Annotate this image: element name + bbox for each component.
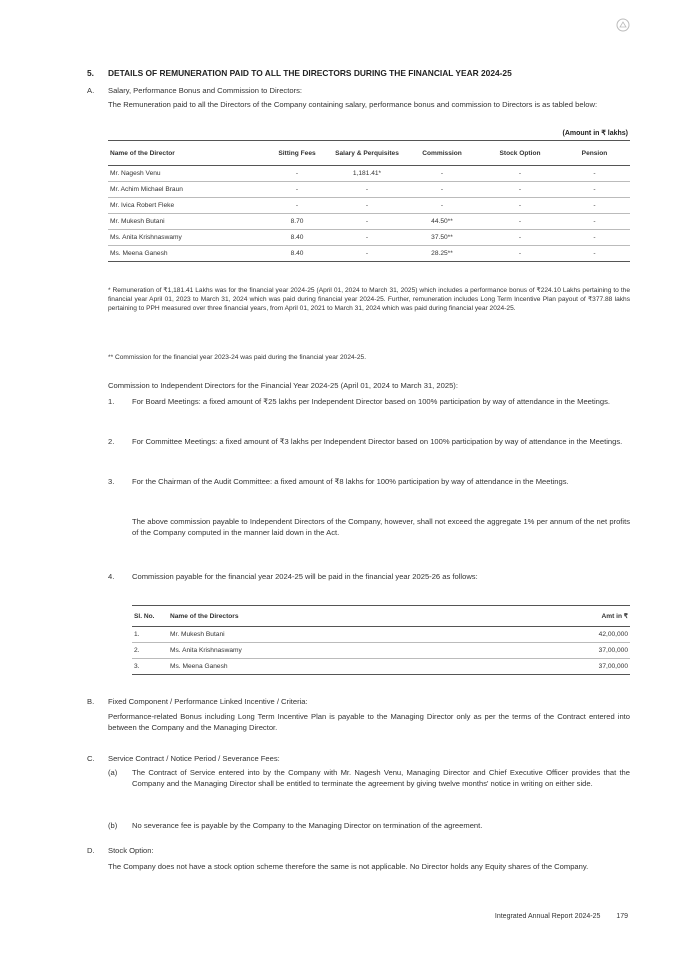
director-name-cell: Mr. Mukesh Butani: [168, 627, 488, 643]
value-cell: -: [263, 166, 331, 182]
list-item: 3. For the Chairman of the Audit Committee: a fixed amount of ₹8 lakhs for 100% participation by way of attendance in the Meetings.: [108, 477, 569, 486]
value-cell: -: [331, 246, 403, 262]
company-logo-icon: [616, 18, 630, 32]
part-a-intro: The Remuneration paid to all the Directors of the Company containing salary, performance bonus and commission to Directors is as tabled below:: [108, 100, 598, 109]
part-d-text: The Company does not have a stock option scheme therefore the same is not applicable. No Director holds any Equity shares of the Company.: [108, 862, 589, 871]
col-header: Salary & Perquisites: [331, 141, 403, 166]
serial-cell: 1.: [132, 627, 168, 643]
table-header-row: [132, 606, 630, 627]
value-cell: 1,181.41*: [331, 166, 403, 182]
table-row: [108, 166, 630, 182]
table-row: [108, 214, 630, 230]
value-cell: -: [481, 166, 559, 182]
director-name-cell: Mr. Mukesh Butani: [108, 214, 263, 230]
value-cell: -: [331, 230, 403, 246]
table-row: [108, 230, 630, 246]
list-item: (a) The Contract of Service entered into by the Company with Mr. Nagesh Venu, Managing Director and Chief Executive Officer provides that the Company and the Managing Director shall be entitled to terminate the agreement by giving twelve months' notice in writing on either side.: [108, 768, 630, 788]
amount-cell: 37,00,000: [488, 659, 630, 675]
part-c-heading: C. Service Contract / Notice Period / Severance Fees:: [87, 754, 280, 763]
table-row: [108, 182, 630, 198]
serial-cell: 3.: [132, 659, 168, 675]
table-row: [132, 627, 630, 643]
list-item: 2. For Committee Meetings: a fixed amount of ₹3 lakhs per Independent Director based on 100% participation by way of attendance in the Meetings.: [108, 437, 623, 446]
amount-cell: 42,00,000: [488, 627, 630, 643]
col-header: Sl. No.: [132, 606, 168, 627]
director-name-cell: Ms. Anita Krishnaswamy: [108, 230, 263, 246]
list-item: (b) No severance fee is payable by the Company to the Managing Director on termination of the agreement.: [108, 821, 483, 830]
value-cell: -: [559, 246, 630, 262]
remuneration-table: [108, 140, 630, 262]
part-b-text: Performance-related Bonus including Long Term Incentive Plan is payable to the Managing Director only as per the terms of the Contract entered into between the Company and the Managing Director.: [108, 712, 630, 732]
footer-report-title: Integrated Annual Report 2024-25: [494, 913, 601, 920]
list-item: 1. For Board Meetings: a fixed amount of ₹25 lakhs per Independent Director based on 100% participation by way of attendance in the Meetings.: [108, 397, 611, 406]
table-row: [132, 643, 630, 659]
value-cell: -: [481, 198, 559, 214]
value-cell: -: [559, 182, 630, 198]
value-cell: 8.40: [263, 230, 331, 246]
value-cell: -: [481, 246, 559, 262]
value-cell: -: [403, 198, 481, 214]
footnote-remuneration: * Remuneration of ₹1,181.41 Lakhs was for the financial year 2024-25 (April 01, 2024 to March 31, 2025) which includes a performance bonus of ₹224.10 Lakhs pertaining to the financial year April 01, 2023 to March 31, 2024 which was paid during financial year 2024-25. Further, remuneration includes Long Term Incentive Plan payout of ₹377.88 lakhs pertaining to PPH measured over three financial years, from April 01, 2021 to March 31, 2024 which was paid during financial year 2024-25.: [108, 287, 630, 312]
list-item: 4. Commission payable for the financial year 2024-25 will be paid in the financial year 2025-26 as follows:: [108, 572, 478, 581]
value-cell: -: [263, 182, 331, 198]
amount-cell: 37,00,000: [488, 643, 630, 659]
table-header-row: [108, 141, 630, 166]
value-cell: -: [559, 166, 630, 182]
table-row: [108, 198, 630, 214]
value-cell: -: [481, 214, 559, 230]
section-heading: 5. DETAILS OF REMUNERATION PAID TO ALL THE DIRECTORS DURING THE FINANCIAL YEAR 2024-25: [87, 68, 512, 78]
value-cell: 8.40: [263, 246, 331, 262]
serial-cell: 2.: [132, 643, 168, 659]
director-name-cell: Mr. Ivica Robert Fleke: [108, 198, 263, 214]
value-cell: -: [559, 214, 630, 230]
director-name-cell: Ms. Meena Ganesh: [108, 246, 263, 262]
footnote-commission: ** Commission for the financial year 2023-24 was paid during the financial year 2024-25.: [108, 354, 367, 361]
value-cell: -: [403, 182, 481, 198]
col-header: Sitting Fees: [263, 141, 331, 166]
table-row: [108, 246, 630, 262]
director-name-cell: Ms. Meena Ganesh: [168, 659, 488, 675]
page-number: 179: [616, 913, 628, 920]
value-cell: -: [331, 214, 403, 230]
col-header: Pension: [559, 141, 630, 166]
value-cell: 28.25**: [403, 246, 481, 262]
commission-intro: Commission to Independent Directors for the Financial Year 2024-25 (April 01, 2024 to March 31, 2025):: [108, 381, 458, 390]
list-item: The above commission payable to Independent Directors of the Company, however, shall not exceed the aggregate 1% per annum of the net profits of the Company computed in the manner laid down in the Act.: [132, 517, 630, 537]
col-header: Stock Option: [481, 141, 559, 166]
value-cell: 44.50**: [403, 214, 481, 230]
page-footer: [495, 913, 628, 920]
value-cell: -: [331, 182, 403, 198]
amount-note: (Amount in ₹ lakhs): [562, 130, 628, 137]
value-cell: -: [403, 166, 481, 182]
col-header: Commission: [403, 141, 481, 166]
value-cell: -: [481, 230, 559, 246]
col-header: Name of the Directors: [168, 606, 488, 627]
value-cell: -: [559, 230, 630, 246]
value-cell: -: [331, 198, 403, 214]
col-header: Name of the Director: [108, 141, 263, 166]
director-name-cell: Mr. Achim Michael Braun: [108, 182, 263, 198]
director-name-cell: Mr. Nagesh Venu: [108, 166, 263, 182]
value-cell: -: [481, 182, 559, 198]
value-cell: -: [263, 198, 331, 214]
table-row: [132, 659, 630, 675]
col-header: Amt in ₹: [488, 606, 630, 627]
director-name-cell: Ms. Anita Krishnaswamy: [168, 643, 488, 659]
value-cell: 37.50**: [403, 230, 481, 246]
value-cell: 8.70: [263, 214, 331, 230]
commission-table: [132, 605, 630, 675]
part-a-heading: A. Salary, Performance Bonus and Commission to Directors:: [87, 86, 302, 95]
value-cell: -: [559, 198, 630, 214]
part-b-heading: B. Fixed Component / Performance Linked Incentive / Criteria:: [87, 697, 308, 706]
part-d-heading: D. Stock Option:: [87, 846, 154, 855]
